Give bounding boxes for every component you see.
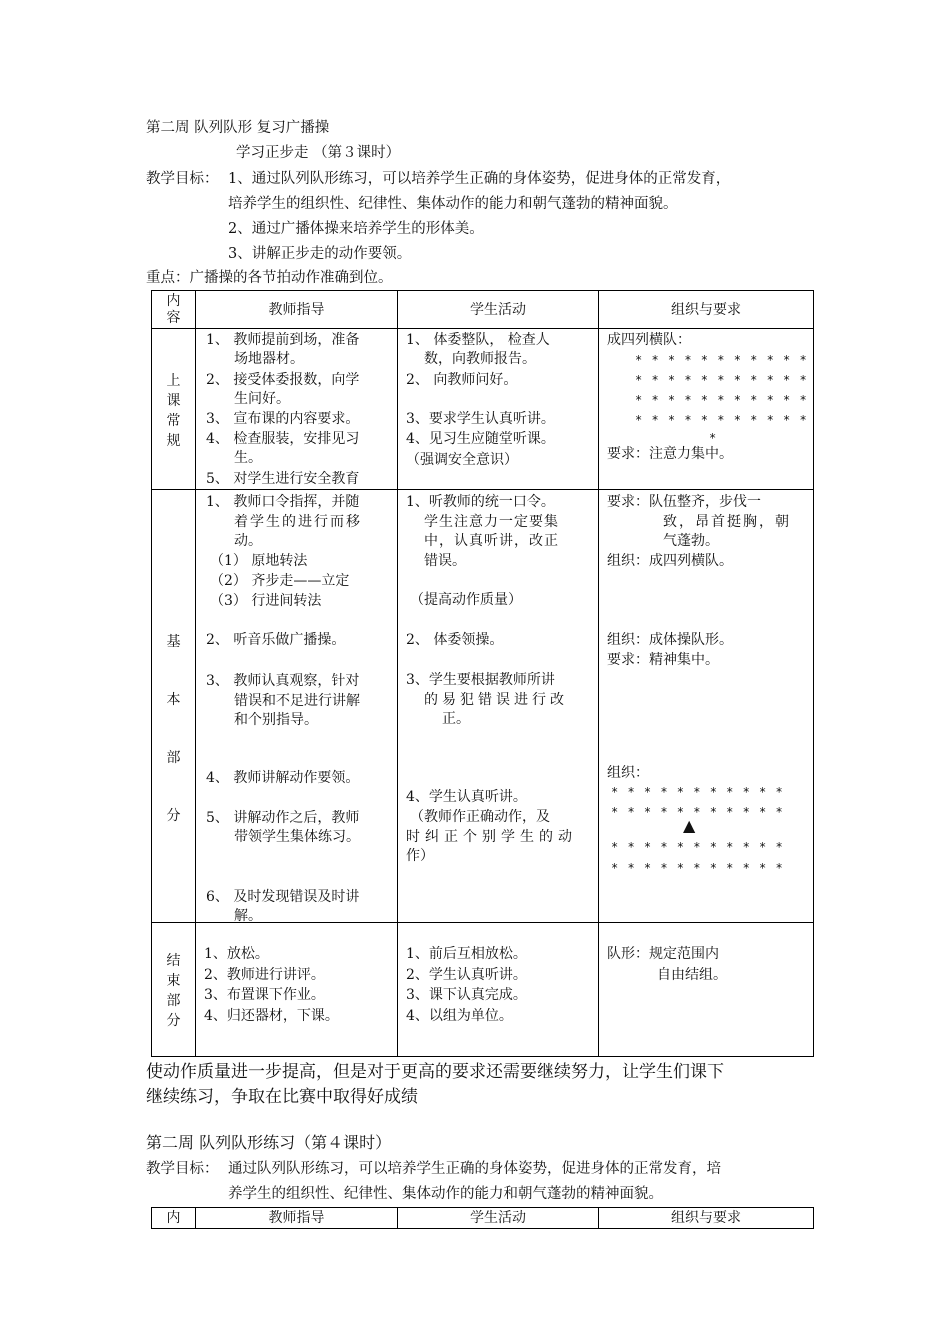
section3-label [152,923,196,1057]
student-line: 1、前后互相放松。 [406,946,527,962]
section3-label-char: 结 [166,953,181,969]
student-line: 学生注意力一定要集 [424,514,559,530]
teacher-position-icon: ▲ [683,816,696,835]
student-line: 4、以组为单位。 [406,1008,513,1024]
formation-row: * * * * * * * * * * * [635,373,808,387]
section3-label-char: 部 [166,993,181,1009]
student-line: 3、课下认真完成。 [406,987,527,1003]
teacher-line: 2、教师进行讲评。 [204,967,325,983]
student-line: （教师作正确动作，及 [410,809,550,825]
table-row-section3 [152,923,814,1057]
teacher-line: （1） 原地转法 [210,553,308,569]
student-line: 作） [406,848,434,864]
lesson4-header-row [152,1208,814,1229]
section1-teacher [196,329,398,490]
lesson3-goal-3: 3、讲解正步走的动作要领。 [228,246,412,262]
formation-row: * * * * * * * * * * * [611,805,784,819]
lesson3-goal-1b: 培养学生的组织性、纪律性、集体动作的能力和朝气蓬勃的精神面貌。 [228,196,678,212]
student-line: （强调安全意识） [406,452,518,468]
section2-label-char: 分 [166,808,181,824]
teacher-line: （3） 行进间转法 [210,593,322,609]
teacher-line: 5、 对学生进行安全教育 [206,471,360,487]
section1-student [398,329,599,490]
header-content-char-1: 内 [166,292,181,309]
student-line: 4、学生认真听讲。 [406,789,527,805]
student-line: 数，向教师报告。 [424,351,536,367]
teacher-line: 着学生的进行而移 [234,514,362,530]
reflection-line-2: 继续练习，争取在比赛中取得好成绩 [146,1087,418,1107]
table-row-section2 [152,490,814,923]
teacher-line: 生。 [234,450,262,466]
org-line: 要求：队伍整齐，步伐一 [607,494,761,510]
teacher-line: 场地器材。 [234,351,304,367]
teacher-line: （2） 齐步走——立定 [210,573,350,589]
formation-row: * * * * * * * * * * * [635,353,808,367]
teacher-line: 2、 接受体委报数，向学 [206,372,360,388]
teacher-line: 生问好。 [234,391,290,407]
org-line: 组织：成体操队形。 [607,632,733,648]
student-line: 1、 体委整队， 检查人 [406,332,550,348]
header-org: 组织与要求 [599,291,814,329]
section1-org [599,329,814,490]
teacher-line: 和个别指导。 [234,712,318,728]
table-row-section1 [152,329,814,490]
lesson4-header-content: 内 [152,1208,196,1229]
student-line: 4、见习生应随堂听课。 [406,431,555,447]
teacher-line: 动。 [234,533,262,549]
student-line: 的易犯错误进行改 [424,692,568,708]
lesson3-goal-1a: 1、通过队列队形练习，可以培养学生正确的身体姿势，促进身体的正常发育， [228,171,731,187]
header-content [152,291,196,329]
section3-teacher [196,923,398,1057]
org-line: 气蓬勃。 [663,533,719,549]
lesson4-table [151,1207,814,1229]
formation-row: * * * * * * * * * * * [635,393,808,407]
table-header-row [152,291,814,329]
section2-teacher [196,490,398,923]
org-line: 组织： [607,765,649,781]
teacher-line: 4、归还器材，下课。 [204,1008,339,1024]
section2-org [599,490,814,923]
section1-label [152,329,196,490]
teacher-line: 3、布置课下作业。 [204,987,325,1003]
teacher-line: 1、 教师提前到场，准备 [206,332,360,348]
section3-org [599,923,814,1057]
section2-student [398,490,599,923]
header-student: 学生活动 [398,291,599,329]
formation-row: * * * * * * * * * * * [635,413,808,427]
teacher-line: 3、 教师认真观察，针对 [206,673,360,689]
lesson4-title: 第二周 队列队形练习（第４课时） [146,1133,392,1152]
section3-label-char: 束 [166,973,181,989]
lesson4-header-org: 组织与要求 [599,1208,814,1229]
student-line: 2、学生认真听讲。 [406,967,527,983]
org-line: 致，昂首挺胸，朝 [663,514,791,530]
student-line: 2、 向教师问好。 [406,372,518,388]
teacher-line: 3、 宣布课的内容要求。 [206,411,360,427]
lesson4-goal-1a: 通过队列队形练习，可以培养学生正确的身体姿势，促进身体的正常发育，培 [228,1161,721,1177]
section2-label-char: 本 [166,692,181,708]
lesson4-goal-1b: 养学生的组织性、纪律性、集体动作的能力和朝气蓬勃的精神面貌。 [228,1186,663,1202]
teacher-line: 解。 [234,908,262,924]
teacher-line: 4、 教师讲解动作要领。 [206,770,360,786]
teacher-line: 6、 及时发现错误及时讲 [206,889,360,905]
section3-student [398,923,599,1057]
reflection-line-1: 使动作质量进一步提高，但是对于更高的要求还需要继续努力，让学生们课下 [146,1062,724,1082]
lesson3-table [151,290,814,1057]
lesson3-goal-2: 2、通过广播体操来培养学生的形体美。 [228,221,484,237]
org-line: 要求：注意力集中。 [607,446,733,462]
teacher-line: 带领学生集体练习。 [234,829,360,845]
student-line: 3、要求学生认真听讲。 [406,411,555,427]
org-line: 成四列横队： [607,332,691,348]
section2-label [152,490,196,923]
formation-row: * * * * * * * * * * * [611,840,784,854]
formation-row: * [709,431,718,445]
teacher-line: 错误和不足进行讲解 [234,693,360,709]
student-line: 1、听教师的统一口令。 [406,494,555,510]
student-line: 错误。 [424,553,466,569]
section1-label-char: 常 [166,413,181,429]
lesson4-goal-label: 教学目标： [146,1161,219,1177]
section1-label-char: 规 [166,433,181,449]
student-line: 2、 体委领操。 [406,632,504,648]
lesson3-key-point: 重点：广播操的各节拍动作准确到位。 [146,270,393,286]
formation-row: * * * * * * * * * * * [611,861,784,875]
teacher-line: 1、放松。 [204,946,269,962]
org-line: 要求：精神集中。 [607,652,719,668]
formation-row: * * * * * * * * * * * [611,785,784,799]
org-line: 自由结组。 [657,967,727,983]
lesson3-goal-label: 教学目标： [146,171,219,187]
section2-label-char: 部 [166,750,181,766]
student-line: 3、学生要根据教师所讲 [406,672,555,688]
org-line: 组织：成四列横队。 [607,553,733,569]
header-content-char-2: 容 [166,309,181,326]
teacher-line: 5、 讲解动作之后，教师 [206,810,360,826]
lesson4-header-student: 学生活动 [398,1208,599,1229]
section1-label-char: 上 [166,373,181,389]
section2-label-char: 基 [166,634,181,650]
org-line: 队形：规定范围内 [607,946,719,962]
section1-label-char: 课 [166,393,181,409]
student-line: 正。 [442,711,470,727]
teacher-line: 1、 教师口令指挥，并随 [206,494,360,510]
teacher-line: 2、 听音乐做广播操。 [206,632,346,648]
student-line: 中，认真听讲，改正 [424,533,559,549]
lesson3-title: 第二周 队列队形 复习广播操 [146,120,330,136]
section3-label-char: 分 [166,1013,181,1029]
header-teacher: 教师指导 [196,291,398,329]
lesson4-header-teacher: 教师指导 [196,1208,398,1229]
lesson3-subtitle: 学习正步走 （第３课时） [236,145,401,161]
teacher-line: 4、 检查服装，安排见习 [206,431,360,447]
student-line: （提高动作质量） [410,592,522,608]
student-line: 时纠正个别学生的动 [406,829,577,845]
